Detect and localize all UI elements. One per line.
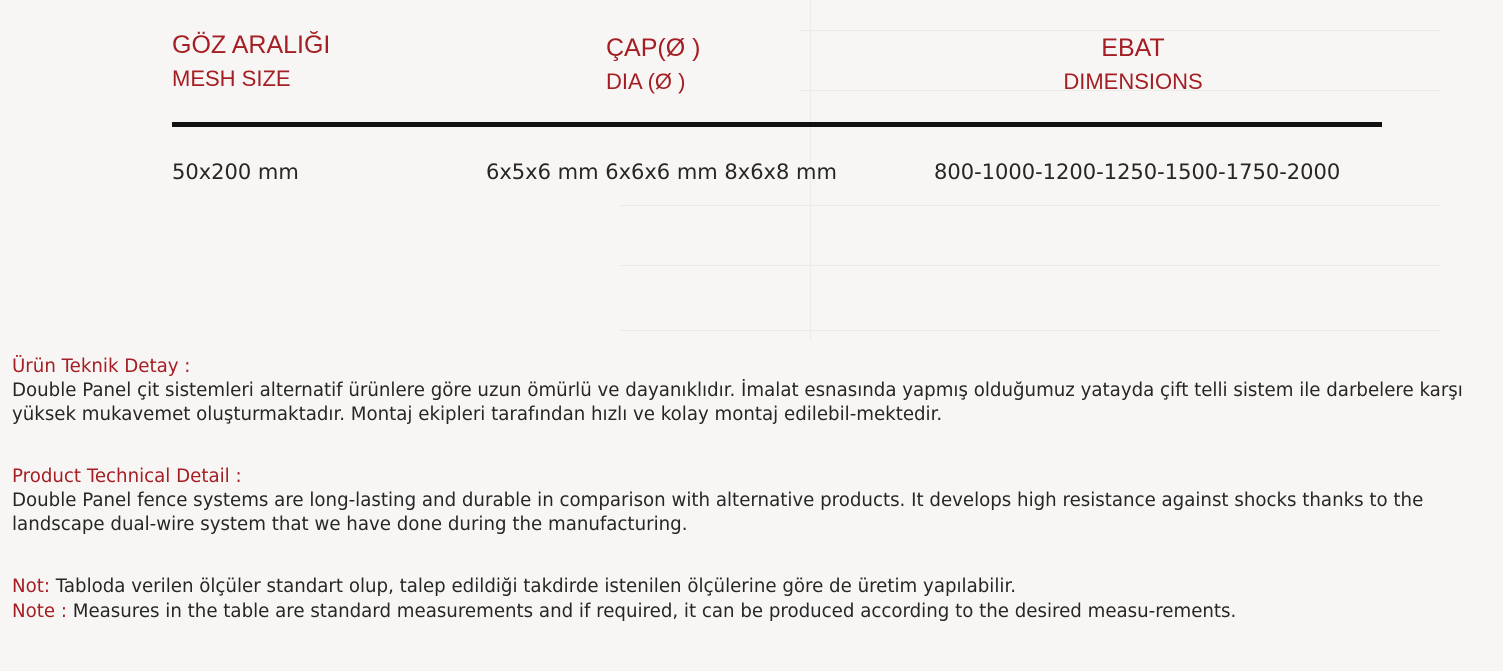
column-header-dimensions xyxy=(1062,36,1204,93)
background-texture-line xyxy=(800,30,1440,31)
mesh-size-title-tr: GÖZ ARALIĞI xyxy=(172,31,331,59)
technical-detail-title-en: Product Technical Detail : xyxy=(12,466,242,487)
dimensions-title-tr: EBAT xyxy=(1101,34,1165,62)
note-en xyxy=(12,600,1492,624)
background-texture-line xyxy=(620,330,1440,331)
column-header-mesh-size xyxy=(172,33,330,90)
mesh-size-value: 50x200 mm xyxy=(172,160,299,184)
table-header-divider xyxy=(172,122,1382,127)
note-label-en: Note : xyxy=(12,601,67,622)
note-label-tr: Not: xyxy=(12,576,50,597)
mesh-size-title-en: MESH SIZE xyxy=(172,66,291,91)
background-texture-line xyxy=(620,205,1440,206)
technical-detail-text-en: Double Panel fence systems are long-lasting and durable in comparison with alternative products. It develops high resistance against shocks thanks to the landscape dual-wire system that we have done during the manufacturing. xyxy=(12,490,1424,535)
diameter-title-tr: ÇAP(Ø ) xyxy=(606,34,701,62)
note-tr xyxy=(12,575,1492,599)
diameter-title-en: DIA (Ø ) xyxy=(606,69,686,94)
note-text-tr: Tabloda verilen ölçüler standart olup, talep edildiği takdirde istenilen ölçülerine göre de üretim yapılabilir. xyxy=(50,576,1017,597)
background-texture-line xyxy=(620,265,1440,266)
column-header-diameter xyxy=(606,36,700,93)
note-text-en: Measures in the table are standard measurements and if required, it can be produced according to the desired measu-rements. xyxy=(66,601,1237,622)
dimensions-title-en: DIMENSIONS xyxy=(1063,69,1203,94)
technical-detail-title-tr: Ürün Teknik Detay : xyxy=(12,356,191,377)
technical-detail-text-tr: Double Panel çit sistemleri alternatif ürünlere göre uzun ömürlü ve dayanıklıdır. İmalat esnasında yapmış olduğumuz yatayda çift telli sistem ile darbelere karşı yüksek mukavemet oluşturmaktadır. Montaj ekipleri tarafından hızlı ve kolay montaj edilebil-mektedir. xyxy=(12,380,1463,425)
diameter-value: 6x5x6 mm 6x6x6 mm 8x6x8 mm xyxy=(486,160,837,184)
dimensions-value: 800-1000-1200-1250-1500-1750-2000 xyxy=(934,160,1341,184)
